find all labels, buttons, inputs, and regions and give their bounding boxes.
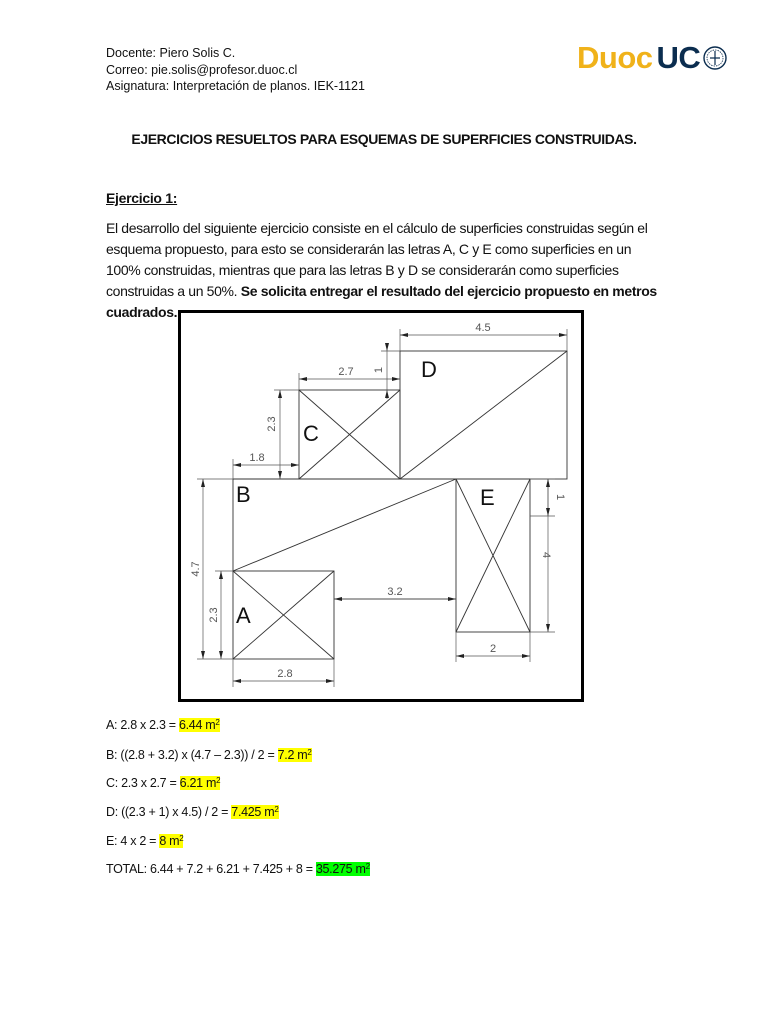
dimension-lines bbox=[197, 329, 567, 687]
dim-4-5: 4.5 bbox=[475, 322, 491, 334]
label-b: B bbox=[236, 482, 251, 507]
logo-duoc-text: Duoc bbox=[577, 40, 653, 75]
calc-line-c: C: 2.3 x 2.7 = 6.21 $m^2$ bbox=[106, 776, 221, 790]
room-b bbox=[233, 479, 456, 599]
dim-1-8: 1.8 bbox=[249, 452, 265, 464]
page-title: EJERCICIOS RESUELTOS PARA ESQUEMAS DE SUPERFICIES CONSTRUIDAS. bbox=[131, 131, 637, 147]
dim-4: 4 bbox=[540, 551, 552, 559]
calc-line-total: TOTAL: 6.44 + 7.2 + 6.21 + 7.425 + 8 = 35.275 $m^2$ bbox=[106, 862, 370, 876]
floor-plan-svg bbox=[181, 313, 581, 699]
dim-4-7: 4.7 bbox=[190, 561, 202, 577]
dim-3-2: 3.2 bbox=[387, 586, 403, 598]
exercise-description bbox=[106, 218, 666, 323]
label-c: C bbox=[303, 421, 319, 446]
exercise-bold-instruction: Se solicita entregar el resultado del ejercicio propuesto en metros cuadrados. bbox=[106, 283, 657, 320]
dim-2: 2 bbox=[489, 643, 497, 655]
calc-result-a: 6.44 $m^2$ bbox=[178, 718, 220, 732]
calc-result-b: 7.2 $m^2$ bbox=[277, 748, 312, 762]
label-d: D bbox=[421, 357, 437, 382]
calc-line-a: A: 2.8 x 2.3 = 6.44 $m^2$ bbox=[106, 718, 220, 732]
exercise-body: El desarrollo del siguiente ejercicio consiste en el cálculo de superficies construidas según el esquema propuesto, para esto se considerarán las letras A, C y E como superficies en un 100% construidas, mientras que para las letras B y D se considerarán como superficies construidas a un 50%. bbox=[106, 220, 648, 299]
calc-line-b: B: ((2.8 + 3.2) x (4.7 – 2.3)) / 2 = 7.2 $m^2$ bbox=[106, 748, 312, 762]
dim-2-3-a: 2.3 bbox=[208, 607, 220, 623]
seal-icon bbox=[702, 43, 728, 73]
dim-2-8: 2.8 bbox=[277, 668, 293, 680]
logo-uc-text: UC bbox=[656, 40, 701, 75]
floor-plan-diagram bbox=[178, 310, 584, 702]
dim-2-7: 2.7 bbox=[338, 366, 354, 378]
dim-1-top: 1 bbox=[373, 366, 385, 374]
document-header bbox=[106, 45, 365, 95]
calc-result-total: 35.275 $m^2$ bbox=[315, 862, 370, 876]
calc-line-d: D: ((2.3 + 1) x 4.5) / 2 = 7.425 $m^2$ bbox=[106, 805, 279, 819]
calc-result-c: 6.21 $m^2$ bbox=[179, 776, 221, 790]
label-a: A bbox=[236, 603, 251, 628]
calc-line-e: E: 4 x 2 = 8 $m^2$ bbox=[106, 834, 184, 848]
dim-1-right: 1 bbox=[554, 493, 566, 501]
calc-result-e: 8 $m^2$ bbox=[159, 834, 184, 848]
label-e: E bbox=[480, 485, 495, 510]
asignatura-line: Asignatura: Interpretación de planos. IEK-1121 bbox=[106, 79, 365, 93]
calc-result-d: 7.425 $m^2$ bbox=[231, 805, 279, 819]
docente-line: Docente: Piero Solis C. bbox=[106, 46, 236, 60]
correo-line: Correo: pie.solis@profesor.duoc.cl bbox=[106, 62, 298, 77]
duoc-uc-logo bbox=[577, 38, 728, 78]
exercise-title: Ejercicio 1: bbox=[106, 190, 178, 206]
dimension-arrows bbox=[201, 333, 567, 683]
dim-2-3-c: 2.3 bbox=[266, 416, 278, 432]
